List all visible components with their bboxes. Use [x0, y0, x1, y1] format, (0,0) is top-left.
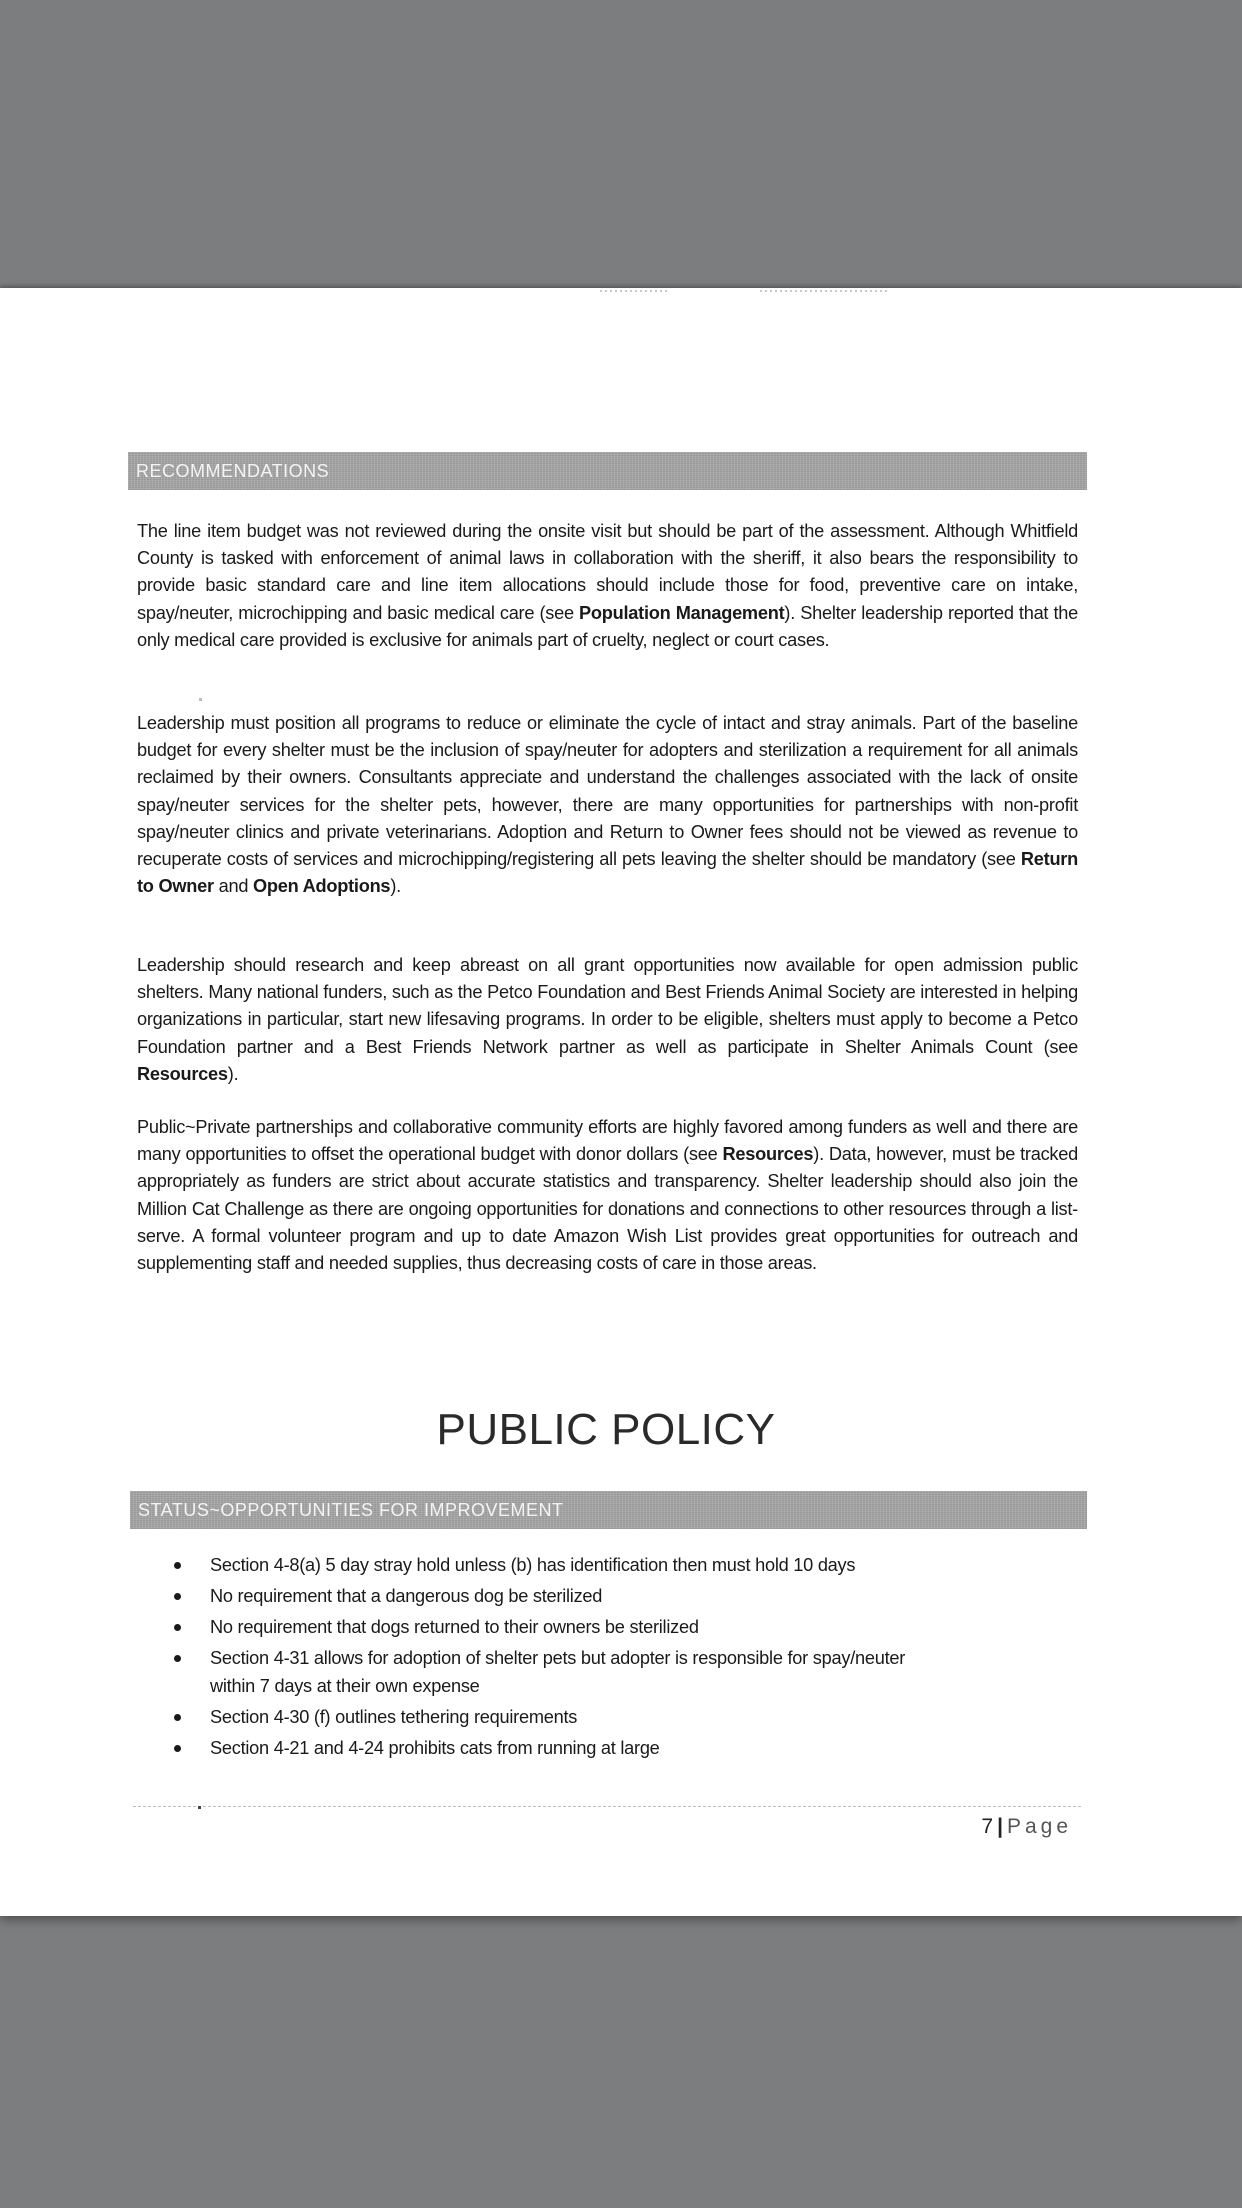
- paragraph-text: ). Shelter leadership reported that the only medical care provided is exclusive for animals part of cruelty, neglect or court cases.: [137, 602, 1078, 650]
- bullet-icon: [174, 1593, 181, 1600]
- bullet-icon: [174, 1714, 181, 1721]
- bullet-icon: [174, 1624, 181, 1631]
- list-item: [170, 1613, 1050, 1641]
- paragraph-text: Leadership should research and keep abreast on all grant opportunities now available for open admission public shelters. Many national funders, such as the Petco Foundation and Best Friends Animal Society are interested in helping organizations in particular, start new lifesaving programs. In order to be eligible, shelters must apply to become a Petco Foundation partner and a Best Friends Network partner as well as participate in Shelter Animals Count (see: [137, 955, 1078, 1057]
- page-number: [981, 1815, 1072, 1839]
- list-item-text: No requirement that a dangerous dog be sterilized: [210, 1586, 603, 1606]
- status-list: [170, 1551, 1050, 1765]
- section-heading-status: [130, 1491, 1087, 1529]
- list-item: [170, 1703, 1050, 1731]
- paragraph: [137, 710, 1078, 900]
- page-label: Page: [1006, 1815, 1072, 1838]
- bullet-icon: [174, 1562, 181, 1569]
- scan-artifact: [600, 290, 670, 292]
- paragraph-text: Public~Private partnerships and collaborative community efforts are highly favored among funders as well and there are many opportunities to offset the operational budget with donor dollars (see: [137, 1117, 1078, 1165]
- list-item: [170, 1582, 1050, 1610]
- cross-reference: Resources: [722, 1144, 814, 1165]
- scan-artifact: [760, 290, 890, 292]
- scan-speck: [198, 1806, 201, 1809]
- section-heading-text: RECOMMENDATIONS: [136, 461, 330, 481]
- list-item: [170, 1551, 1050, 1579]
- cross-reference: Resources: [137, 1063, 228, 1084]
- list-item-text: Section 4-21 and 4-24 prohibits cats from running at large: [210, 1738, 660, 1758]
- list-item-text: Section 4-8(a) 5 day stray hold unless (b) has identification then must hold 10 days: [210, 1555, 856, 1575]
- document-page: [0, 288, 1242, 1916]
- section-heading-recommendations: [128, 452, 1087, 490]
- paragraph-text: ). Data, however, must be tracked appropriately as funders are strict about accurate statistics and transparency. Shelter leadership should also join the Million Cat Challenge as there are ongoing opportunities for donations and connections to other resources through a list-serve. A formal volunteer program and up to date Amazon Wish List provides great opportunities for outreach and supplementing staff and needed supplies, thus decreasing costs of care in those areas.: [137, 1144, 1078, 1274]
- paragraph-text: ).: [227, 1063, 239, 1084]
- bullet-icon: [174, 1745, 181, 1752]
- cross-reference: Open Adoptions: [253, 876, 391, 897]
- cross-reference: Population Management: [579, 602, 785, 623]
- paragraph-text: and: [213, 876, 254, 897]
- list-item-text: Section 4-31 allows for adoption of shelter pets but adopter is responsible for spay/neuter within 7 days at their own expense: [210, 1648, 906, 1696]
- paragraph: [137, 518, 1078, 654]
- paragraph-text: ).: [390, 876, 401, 897]
- list-item: [170, 1644, 1050, 1700]
- page-number-separator: |: [997, 1815, 1003, 1838]
- list-item-text: No requirement that dogs returned to their owners be sterilized: [210, 1617, 699, 1637]
- list-item: [170, 1734, 1050, 1762]
- paragraph: [137, 1114, 1078, 1277]
- page-number-value: 7: [981, 1815, 994, 1838]
- paragraph-text: The line item budget was not reviewed during the onsite visit but should be part of the assessment. Although Whitfield County is tasked with enforcement of animal laws in collaboration with the sheriff, it also bears the responsibility to provide basic standard care and line item allocations should include those for food, preventive care on intake, spay/neuter, microchipping and basic medical care (see: [137, 521, 1078, 623]
- scan-speck: [199, 698, 202, 701]
- section-heading-text: STATUS~OPPORTUNITIES FOR IMPROVEMENT: [138, 1500, 564, 1520]
- bullet-icon: [174, 1655, 181, 1662]
- cross-reference: Return to Owner: [137, 849, 1078, 897]
- paragraph: [137, 952, 1078, 1088]
- footer-divider: [133, 1806, 1081, 1807]
- paragraph-text: Leadership must position all programs to reduce or eliminate the cycle of intact and stray animals. Part of the baseline budget for every shelter must be the inclusion of spay/neuter for adopters and sterilization a requirement for all animals reclaimed by their owners. Consultants appreciate and understand the challenges associated with the lack of onsite spay/neuter services for the shelter pets, however, there are many opportunities for partnerships with non-profit spay/neuter clinics and private veterinarians. Adoption and Return to Owner fees should not be viewed as revenue to recuperate costs of services and microchipping/registering all pets leaving the shelter should be mandatory (see: [137, 713, 1078, 870]
- chapter-title: PUBLIC POLICY: [436, 1405, 776, 1454]
- list-item-text: Section 4-30 (f) outlines tethering requirements: [210, 1707, 578, 1727]
